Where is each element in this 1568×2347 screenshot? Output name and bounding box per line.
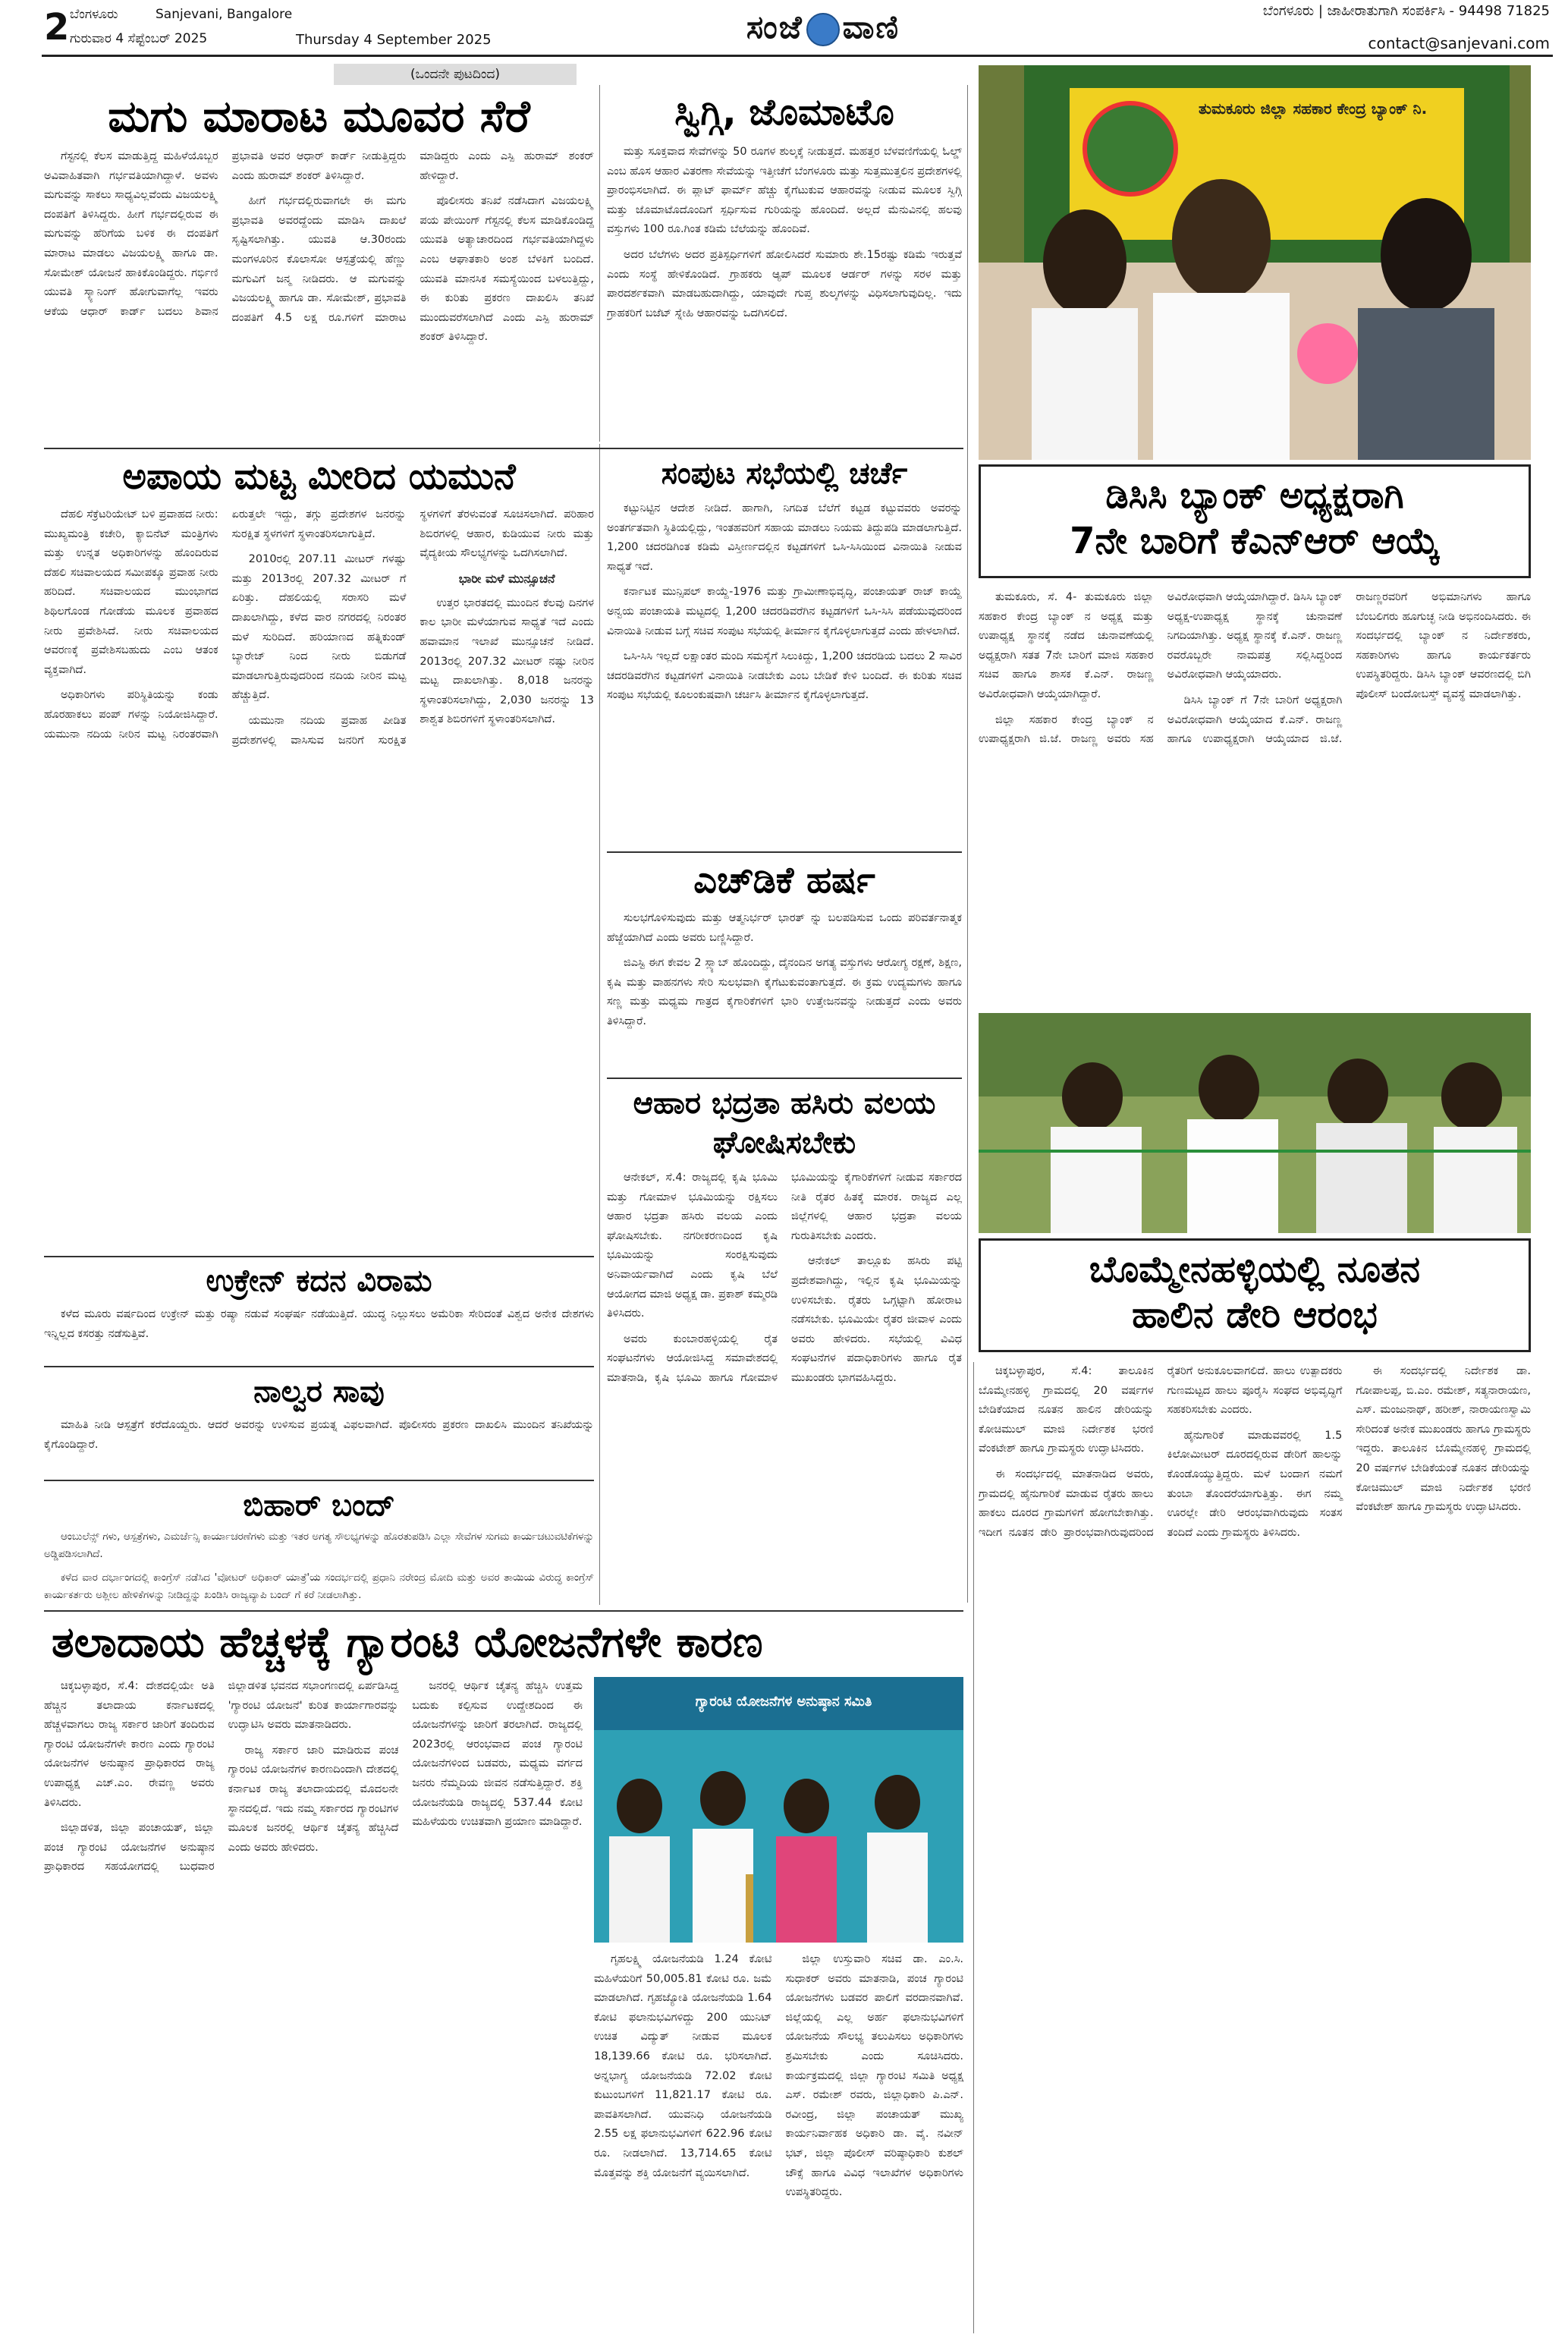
paragraph: ಯಮುನಾ ನದಿಯ ಪ್ರವಾಹ ಪೀಡಿತ ಪ್ರದೇಶಗಳಲ್ಲಿ ವಾಸಿಸುವ ಜನರಿಗೆ ಸುರಕ್ಷಿತ ಸ್ಥಳಗಳಿಗೆ ತೆರಳುವಂತೆ ಸೂಚಿಸಲಾಗಿದೆ. ಪರಿಹಾರ ಶಿಬಿರಗಳಲ್ಲಿ ಆಹಾರ, ಕುಡಿಯುವ ನೀರು ಮತ್ತು ವೈದ್ಯಕೀಯ ಸೌಲಭ್ಯಗಳನ್ನು ಒದಗಿಸಲಾಗಿದೆ. bbox=[231, 508, 594, 747]
headline-line2: ಹಾಲಿನ ಡೇರಿ ಆರಂಭ bbox=[1132, 1294, 1378, 1336]
paragraph: ಮತ್ತು ಸೂಕ್ತವಾದ ಸೇವೆಗಳನ್ನು 50 ರೂಗಳ ಶುಲ್ಕಕ್ಕೆ ನೀಡುತ್ತದೆ. ಮಹತ್ತರ ಬೆಳವಣಿಗೆಯಲ್ಲಿ ಓಲ್ಡ್ ಎಂಬ ಹೊಸ ಆಹಾರ ವಿತರಣಾ ಸೇವೆಯನ್ನು ಇತ್ತೀಚೆಗೆ ಬೆಂಗಳೂರು ಮತ್ತು ಸುತ್ತಮುತ್ತಲಿನ ಪ್ರದೇಶಗಳಲ್ಲಿ ಪ್ರಾರಂಭಿಸಲಾಗಿದೆ. ಈ ಪ್ಲಾಟ್ ಫಾರ್ಮ್ ಹೆಚ್ಚು ಕೈಗೆಟುಕುವ ಆಹಾರವನ್ನು ನೀಡುವ ಮೂಲಕ ಸ್ವಿಗ್ಗಿ ಮತ್ತು ಜೊಮಾಟೊದೊಂದಿಗೆ ಸ್ಪರ್ಧಿಸುವ ಗುರಿಯನ್ನು ಹೊಂದಿದೆ. ಅಲ್ಲದೆ ಮೆನುವಿನಲ್ಲಿ ಹಲವು ವಸ್ತುಗಳು 100 ರೂ.ಗಿಂತ ಕಡಿಮೆ ಬೆಲೆಯನ್ನು ಹೊಂದಿವೆ. bbox=[607, 146, 962, 236]
article-child-sale bbox=[44, 90, 594, 442]
headline-box bbox=[979, 464, 1531, 578]
paragraph: ಕಳೆದ ವಾರ ದರ್ಭಾಂಗದಲ್ಲಿ ಕಾಂಗ್ರೆಸ್ ನಡೆಸಿದ 'ವೋಟರ್ ಅಧಿಕಾರ್ ಯಾತ್ರೆ'ಯ ಸಂದರ್ಭದಲ್ಲಿ ಪ್ರಧಾನಿ ನರೇಂದ್ರ ಮೋದಿ ಮತ್ತು ಅವರ ತಾಯಿಯ ವಿರುದ್ಧ ಕಾಂಗ್ರೆಸ್ ಕಾರ್ಯಕರ್ತರು ಅಶ್ಲೀಲ ಹೇಳಿಕೆಗಳನ್ನು ನೀಡಿದ್ದನ್ನು ಖಂಡಿಸಿ ರಾಜ್ಯವ್ಯಾಪಿ ಬಂದ್ ಗೆ ಕರೆ ನೀಡಲಾಗಿತ್ತು. bbox=[44, 1571, 594, 1601]
headline: ಆಹಾರ ಭದ್ರತಾ ಹಸಿರು ವಲಯ ಘೋಷಿಸಬೇಕು bbox=[633, 1086, 936, 1160]
photo-dairy-svg bbox=[979, 1013, 1531, 1233]
paragraph: ಈ ಸಂದರ್ಭದಲ್ಲಿ ಮಾತನಾಡಿದ ಅವರು, ಗ್ರಾಮದಲ್ಲಿ ಹೈನುಗಾರಿಕೆ ಮಾಡುವ ರೈತರು ಹಾಲು ಹಾಕಲು ದೂರದ ಗ್ರಾಮಗಳಿಗೆ ಹೋಗಬೇಕಾಗಿತ್ತು. ಇದೀಗ ನೂತನ ಡೇರಿ ಪ್ರಾರಂಭವಾಗಿರುವುದರಿಂದ ರೈತರಿಗೆ ಅನುಕೂಲವಾಗಲಿದೆ. ಹಾಲು ಉತ್ಪಾದಕರು ಗುಣಮಟ್ಟದ ಹಾಲು ಪೂರೈಸಿ ಸಂಘದ ಅಭಿವೃದ್ಧಿಗೆ ಸಹಕರಿಸಬೇಕು ಎಂದರು. bbox=[979, 1365, 1343, 1539]
article-hdk bbox=[607, 857, 962, 1074]
article-body bbox=[44, 505, 594, 1245]
article-body bbox=[607, 499, 962, 841]
paragraph: ಚಿಕ್ಕಬಳ್ಳಾಪುರ, ಸೆ.4: ದೇಶದಲ್ಲಿಯೇ ಅತಿ ಹೆಚ್ಚಿನ ತಲಾದಾಯ ಕರ್ನಾಟಕದಲ್ಲಿ ಹೆಚ್ಚಳವಾಗಲು ರಾಜ್ಯ ಸರ್ಕಾರ ಜಾರಿಗೆ ತಂದಿರುವ ಗ್ಯಾರಂಟಿ ಯೋಜನೆಗಳೇ ಕಾರಣ ಎಂದು ಗ್ಯಾರಂಟಿ ಯೋಜನೆಗಳ ಅನುಷ್ಠಾನ ಪ್ರಾಧಿಕಾರದ ರಾಜ್ಯ ಉಪಾಧ್ಯಕ್ಷ ಎಚ್.ಎಂ. ರೇವಣ್ಣ ಅವರು ತಿಳಿಸಿದರು. bbox=[44, 1680, 215, 1809]
headline: ಎಚ್‍ಡಿಕೆ ಹರ್ಷ bbox=[693, 859, 875, 901]
paragraph: ಮಾಹಿತಿ ನೀಡಿ ಆಸ್ಪತ್ರೆಗೆ ಕರೆದೊಯ್ದರು. ಆದರೆ ಅವರನ್ನು ಉಳಿಸುವ ಪ್ರಯತ್ನ ವಿಫಲವಾಗಿದೆ. ಪೊಲೀಸರು ಪ್ರಕರಣ ದಾಖಲಿಸಿ ಮುಂದಿನ ತನಿಖೆಯನ್ನು ಕೈಗೊಂಡಿದ್ದಾರೆ. bbox=[44, 1419, 594, 1451]
globe-icon bbox=[806, 13, 840, 46]
email: contact@sanjevani.com bbox=[1368, 34, 1550, 52]
photo-guarantee-svg bbox=[594, 1677, 963, 1943]
paragraph: ಉತ್ತರ ಭಾರತದಲ್ಲಿ ಮುಂದಿನ ಕೆಲವು ದಿನಗಳ ಕಾಲ ಭಾರೀ ಮಳೆಯಾಗುವ ಸಾಧ್ಯತೆ ಇದೆ ಎಂದು ಹವಾಮಾನ ಇಲಾಖೆ ಮುನ್ಸೂಚನೆ ನೀಡಿದೆ. 2013ರಲ್ಲಿ 207.32 ಮೀಟರ್ ನಷ್ಟು ನೀರಿನ ಮಟ್ಟ ದಾಖಲಾಗಿತ್ತು. 8,018 ಜನರನ್ನು ಸ್ಥಳಾಂತರಿಸಲಾಗಿದ್ದು, 2,030 ಜನರನ್ನು 13 ಶಾಶ್ವತ ಶಿಬಿರಗಳಿಗೆ ಸ್ಥಳಾಂತರಿಸಲಾಗಿದೆ. bbox=[419, 596, 594, 726]
paragraph: ಅವರು ಕುಂಬಾರಹಳ್ಳಿಯಲ್ಲಿ ರೈತ ಸಂಘಟನೆಗಳು ಆಯೋಜಿಸಿದ್ದ ಸಮಾವೇಶದಲ್ಲಿ ಮಾತನಾಡಿ, ಕೃಷಿ ಭೂಮಿ ಹಾಗೂ ಗೋಮಾಳ ಭೂಮಿಯನ್ನು ಕೈಗಾರಿಕೆಗಳಿಗೆ ನೀಡುವ ಸರ್ಕಾರದ ನೀತಿ ರೈತರ ಹಿತಕ್ಕೆ ಮಾರಕ. ರಾಜ್ಯದ ಎಲ್ಲ ಜಿಲ್ಲೆಗಳಲ್ಲಿ ಆಹಾರ ಭದ್ರತಾ ವಲಯ ಗುರುತಿಸಬೇಕು ಎಂದರು. bbox=[607, 1172, 962, 1384]
article-body bbox=[44, 147, 594, 439]
paragraph: ಗೃಹಲಕ್ಷ್ಮಿ ಯೋಜನೆಯಡಿ 1.24 ಕೋಟಿ ಮಹಿಳೆಯರಿಗೆ 50,005.81 ಕೋಟಿ ರೂ. ಜಮೆ ಮಾಡಲಾಗಿದೆ. ಗೃಹಜ್ಯೋತಿ ಯೋಜನೆಯಡಿ 1.64 ಕೋಟಿ ಫಲಾನುಭವಿಗಳಿದ್ದು 200 ಯುನಿಟ್ ಉಚಿತ ವಿದ್ಯುತ್ ನೀಡುವ ಮೂಲಕ 18,139.66 ಕೋಟಿ ರೂ. ಭರಿಸಲಾಗಿದೆ. ಅನ್ನಭಾಗ್ಯ ಯೋಜನೆಯಡಿ 72.02 ಕೋಟಿ ಕುಟುಂಬಗಳಿಗೆ 11,821.17 ಕೋಟಿ ರೂ. ಪಾವತಿಸಲಾಗಿದೆ. ಯುವನಿಧಿ ಯೋಜನೆಯಡಿ 2.55 ಲಕ್ಷ ಫಲಾನುಭವಿಗಳಿಗೆ 622.96 ಕೋಟಿ ರೂ. ನೀಡಲಾಗಿದೆ. 13,714.65 ಕೋಟಿ ಮೊತ್ತವನ್ನು ಶಕ್ತಿ ಯೋಜನೆಗೆ ವ್ಯಯಿಸಲಾಗಿದೆ. bbox=[594, 1953, 772, 2179]
paragraph: ಅಧಿಕಾರಿಗಳು ಪರಿಸ್ಥಿತಿಯನ್ನು ಕಂಡು ಹೊರಹಾಕಲು ಪಂಪ್ ಗಳನ್ನು ನಿಯೋಜಿಸಿದ್ದಾರೆ. ಯಮುನಾ ನದಿಯ ನೀರಿನ ಮಟ್ಟ ನಿರಂತರವಾಗಿ ಏರುತ್ತಲೇ ಇದ್ದು, ತಗ್ಗು ಪ್ರದೇಶಗಳ ಜನರನ್ನು ಸುರಕ್ಷಿತ ಸ್ಥಳಗಳಿಗೆ ಸ್ಥಳಾಂತರಿಸಲಾಗುತ್ತಿದೆ. bbox=[44, 508, 407, 741]
headline: ಸಂಪುಟ ಸಭೆಯಲ್ಲಿ ಚರ್ಚೆ bbox=[661, 456, 908, 491]
ad-contact: ಬೆಂಗಳೂರು | ಜಾಹೀರಾತುಗಾಗಿ ಸಂಪರ್ಕಿಸಿ - 94498 71825 bbox=[1262, 3, 1550, 19]
paragraph: ಪೊಲೀಸರು ತನಿಖೆ ನಡೆಸಿದಾಗ ವಿಜಯಲಕ್ಷ್ಮಿ ಪಯ ಪೇಯಿಂಗ್ ಗೆಸ್ಟನಲ್ಲಿ ಕೆಲಸ ಮಾಡಿಕೊಂಡಿದ್ದ ಯುವತಿ ಅತ್ಯಾಚಾರದಿಂದ ಗರ್ಭವತಿಯಾಗಿದ್ದಳು ಎಂಬ ಆಘಾತಕಾರಿ ಅಂಶ ಬೆಳಕಿಗೆ ಬಂದಿದೆ. ಯುವತಿ ಮಾನಸಿಕ ಸಮಸ್ಯೆಯಿಂದ ಬಳಲುತ್ತಿದ್ದು, ಈ ಕುರಿತು ಪ್ರಕರಣ ದಾಖಲಿಸಿ ತನಿಖೆ ಮುಂದುವರೆಸಲಾಗಿದೆ ಎಂದು ಎಸ್ಪಿ ಹುರಾಮ್ ಶಂಕರ್ ತಿಳಿಸಿದ್ದಾರೆ. bbox=[419, 195, 594, 344]
paragraph: ಜಿಲ್ಲಾ ಉಸ್ತುವಾರಿ ಸಚಿವ ಡಾ. ಎಂ.ಸಿ. ಸುಧಾಕರ್ ಅವರು ಮಾತನಾಡಿ, ಪಂಚ ಗ್ಯಾರಂಟಿ ಯೋಜನೆಗಳು ಬಡವರ ಪಾಲಿಗೆ ವರದಾನವಾಗಿವೆ. ಜಿಲ್ಲೆಯಲ್ಲಿ ಎಲ್ಲ ಅರ್ಹ ಫಲಾನುಭವಿಗಳಿಗೆ ಯೋಜನೆಯ ಸೌಲಭ್ಯ ತಲುಪಿಸಲು ಅಧಿಕಾರಿಗಳು ಶ್ರಮಿಸಬೇಕು ಎಂದು ಸೂಚಿಸಿದರು. ಕಾರ್ಯಕ್ರಮದಲ್ಲಿ ಜಿಲ್ಲಾ ಗ್ಯಾರಂಟಿ ಸಮಿತಿ ಅಧ್ಯಕ್ಷ ಎಸ್. ರಮೇಶ್ ರವರು, ಜಿಲ್ಲಾಧಿಕಾರಿ ಪಿ.ಎನ್. ರವೀಂದ್ರ, ಜಿಲ್ಲಾ ಪಂಚಾಯತ್ ಮುಖ್ಯ ಕಾರ್ಯನಿರ್ವಾಹಕ ಅಧಿಕಾರಿ ಡಾ. ವೈ. ನವೀನ್ ಭಟ್, ಜಿಲ್ಲಾ ಪೊಲೀಸ್ ವರಿಷ್ಠಾಧಿಕಾರಿ ಕುಶಲ್ ಚೌಕ್ಸೆ ಹಾಗೂ ವಿವಿಧ ಇಲಾಖೆಗಳ ಅಧಿಕಾರಿಗಳು ಉಪಸ್ಥಿತರಿದ್ದರು. bbox=[785, 1953, 963, 2199]
paragraph: ಆನೇಕಲ್, ಸೆ.4: ರಾಜ್ಯದಲ್ಲಿ ಕೃಷಿ ಭೂಮಿ ಮತ್ತು ಗೋಮಾಳ ಭೂಮಿಯನ್ನು ರಕ್ಷಿಸಲು ಆಹಾರ ಭದ್ರತಾ ಹಸಿರು ವಲಯ ಎಂದು ಘೋಷಿಸಬೇಕು. ನಗರೀಕರಣದಿಂದ ಕೃಷಿ ಭೂಮಿಯನ್ನು ಸಂರಕ್ಷಿಸುವುದು ಅನಿವಾರ್ಯವಾಗಿದೆ ಎಂದು ಕೃಷಿ ಬೆಲೆ ಆಯೋಗದ ಮಾಜಿ ಅಧ್ಯಕ್ಷ ಡಾ. ಪ್ರಕಾಶ್ ಕಮ್ಮರಡಿ ತಿಳಿಸಿದರು. bbox=[607, 1172, 778, 1320]
masthead-right: ವಾಣಿ bbox=[842, 8, 900, 46]
article-body bbox=[607, 909, 962, 1068]
article-body bbox=[607, 143, 962, 435]
header-date-kn: ಗುರುವಾರ 4 ಸೆಪ್ಟೆಂಬರ್ 2025 bbox=[70, 31, 208, 46]
paragraph: ಹೀಗೆ ಗರ್ಭದಲ್ಲಿರುವಾಗಲೇ ಈ ಮಗು ಪ್ರಭಾವತಿ ಅವರದ್ದೆಂದು ಮಾಡಿಸಿ ದಾಖಲೆ ಸೃಷ್ಟಿಸಲಾಗಿತ್ತು. ಯುವತಿ ಆ.30ರಂದು ಮಂಗಳೂರಿನ ಕೊಲಾಸೋ ಆಸ್ಪತ್ರೆಯಲ್ಲಿ ಹೆಣ್ಣು ಮಗುವಿಗೆ ಜನ್ಮ ನೀಡಿದರು. ಆ ಮಗುವನ್ನು ವಿಜಯಲಕ್ಷ್ಮಿ ಹಾಗೂ ಡಾ. ಸೋಮೇಶ್, ಪ್ರಭಾವತಿ ದಂಪತಿಗೆ 4.5 ಲಕ್ಷ ರೂ.ಗಳಿಗೆ ಮಾರಾಟ ಮಾಡಿದ್ದರು ಎಂದು ಎಸ್ಪಿ ಹುರಾಮ್ ಶಂಕರ್ ಹೇಳಿದ್ದಾರೆ. bbox=[231, 150, 594, 324]
paragraph: ಚಿಕ್ಕಬಳ್ಳಾಪುರ, ಸೆ.4: ತಾಲೂಕಿನ ಬೊಮ್ಮೇನಹಳ್ಳಿ ಗ್ರಾಮದಲ್ಲಿ 20 ವರ್ಷಗಳ ಬೇಡಿಕೆಯಾದ ನೂತನ ಹಾಲಿನ ಡೇರಿಯನ್ನು ಕೋಚಿಮುಲ್ ಮಾಜಿ ನಿರ್ದೇಶಕ ಭರಣಿ ವೆಂಕಟೇಶ್ ಹಾಗೂ ಗ್ರಾಮಸ್ಥರು ಉದ್ಘಾಟಿಸಿದರು. bbox=[979, 1365, 1154, 1455]
article-yamuna bbox=[44, 454, 594, 1251]
headline-line1: ಡಿಸಿಸಿ ಬ್ಯಾಂಕ್ ಅಧ್ಯಕ್ಷರಾಗಿ bbox=[1105, 474, 1404, 517]
article-body-cont bbox=[594, 1950, 963, 2330]
paragraph: ರಾಜ್ಯ ಸರ್ಕಾರ ಜಾರಿ ಮಾಡಿರುವ ಪಂಚ ಗ್ಯಾರಂಟಿ ಯೋಜನೆಗಳ ಕಾರಣದಿಂದಾಗಿ ದೇಶದಲ್ಲಿ ಕರ್ನಾಟಕ ರಾಜ್ಯ ತಲಾದಾಯದಲ್ಲಿ ಮೊದಲನೇ ಸ್ಥಾನದಲ್ಲಿದೆ. ಇದು ನಮ್ಮ ಸರ್ಕಾರದ ಗ್ಯಾರಂಟಿಗಳ ಮೂಲಕ ಜನರಲ್ಲಿ ಆರ್ಥಿಕ ಚೈತನ್ಯ ಹೆಚ್ಚಿಸಿದೆ ಎಂದು ಅವರು ಹೇಳಿದರು. bbox=[228, 1744, 399, 1854]
masthead bbox=[698, 5, 948, 50]
masthead-left: ಸಂಜೆ bbox=[746, 8, 803, 46]
headline-line2: 7ನೇ ಬಾರಿಗೆ ಕೆಎನ್‍ಆರ್ ಆಯ್ಕೆ bbox=[1070, 520, 1440, 562]
paragraph: ತುಮಕೂರು, ಸೆ. 4- ತುಮಕೂರು ಜಿಲ್ಲಾ ಸಹಕಾರ ಕೇಂದ್ರ ಬ್ಯಾಂಕ್ ನ ಅಧ್ಯಕ್ಷ ಮತ್ತು ಉಪಾಧ್ಯಕ್ಷ ಸ್ಥಾನಕ್ಕೆ ನಡೆದ ಚುನಾವಣೆಯಲ್ಲಿ ಅಧ್ಯಕ್ಷರಾಗಿ ಸತತ 7ನೇ ಬಾರಿಗೆ ಮಾಜಿ ಸಹಕಾರ ಸಚಿವ ಹಾಗೂ ಶಾಸಕ ಕೆ.ಎನ್. ರಾಜಣ್ಣ ಅವಿರೋಧವಾಗಿ ಆಯ್ಕೆಯಾಗಿದ್ದಾರೆ. bbox=[979, 591, 1154, 700]
article-body-dcc bbox=[979, 588, 1531, 1005]
article-body bbox=[44, 1528, 594, 1606]
paragraph: ಕಟ್ಟುನಿಟ್ಟಿನ ಆದೇಶ ನೀಡಿದೆ. ಹಾಗಾಗಿ, ನಿಗದಿತ ಬೆಲೆಗೆ ಕಟ್ಟಡ ಕಟ್ಟುವವರು ಅವರನ್ನು ಅಂತರ್ಗತವಾಗಿ ಸ್ಥಿತಿಯಲ್ಲಿದ್ದು, ಇಂತಹವರಿಗೆ ಸಹಾಯ ಮಾಡಲು ನಿಯಮ ತಿದ್ದುಪಡಿ ಮಾಡಲಾಗುತ್ತಿದೆ. 1,200 ಚದರಡಿಗಿಂತ ಕಡಿಮೆ ವಿಸ್ತೀರ್ಣದಲ್ಲಿನ ಕಟ್ಟಡಗಳಿಗೆ ಒಸಿ-ಸಿಸಿಯಿಂದ ವಿನಾಯಿತಿ ನೀಡುವ ಸಾಧ್ಯತೆ ಇದೆ. bbox=[607, 502, 962, 573]
headline: ಮಗು ಮಾರಾಟ ಮೂವರ ಸೆರೆ bbox=[108, 90, 530, 142]
subheading: ಭಾರೀ ಮಳೆ ಮುನ್ಸೂಚನೆ bbox=[458, 571, 555, 586]
headline: ತಲಾದಾಯ ಹೆಚ್ಚಳಕ್ಕೆ ಗ್ಯಾರಂಟಿ ಯೋಜನೆಗಳೇ ಕಾರಣ bbox=[52, 1618, 763, 1667]
photo-caption: ತುಮಕೂರು ಜಿಲ್ಲಾ ಸಹಕಾರ ಕೇಂದ್ರ ಬ್ಯಾಂಕ್ ನಿ. bbox=[1199, 99, 1428, 118]
photo-guarantee-event bbox=[594, 1677, 963, 1943]
paragraph: 2010ರಲ್ಲಿ 207.11 ಮೀಟರ್ ಗಳಷ್ಟು ಮತ್ತು 2013ರಲ್ಲಿ 207.32 ಮೀಟರ್ ಗೆ ಏರಿತ್ತು. ದೆಹಲಿಯಲ್ಲಿ ಸರಾಸರಿ ಮಳೆ ದಾಖಲಾಗಿದ್ದು, ಕಳೆದ ವಾರ ನಗರದಲ್ಲಿ ನಿರಂತರ ಮಳೆ ಸುರಿದಿದೆ. ಹರಿಯಾಣದ ಹತ್ನಿಕುಂಡ್ ಬ್ಯಾರೇಜ್ ನಿಂದ ನೀರು ಬಿಡುಗಡೆ ಮಾಡಲಾಗುತ್ತಿರುವುದರಿಂದ ನದಿಯ ನೀರಿನ ಮಟ್ಟ ಹೆಚ್ಚುತ್ತಿದೆ. bbox=[231, 553, 407, 702]
header-edition: Sanjevani, Bangalore bbox=[156, 7, 293, 22]
paragraph: ಜನರಲ್ಲಿ ಆರ್ಥಿಕ ಚೈತನ್ಯ ಹೆಚ್ಚಿಸಿ ಉತ್ತಮ ಬದುಕು ಕಲ್ಪಿಸುವ ಉದ್ದೇಶದಿಂದ ಈ ಯೋಜನೆಗಳನ್ನು ಜಾರಿಗೆ ತರಲಾಗಿದೆ. ರಾಜ್ಯದಲ್ಲಿ 2023ರಲ್ಲಿ ಆರಂಭವಾದ ಪಂಚ ಗ್ಯಾರಂಟಿ ಯೋಜನೆಗಳಿಂದ ಬಡವರು, ಮಧ್ಯಮ ವರ್ಗದ ಜನರು ನೆಮ್ಮದಿಯ ಜೀವನ ನಡೆಸುತ್ತಿದ್ದಾರೆ. ಶಕ್ತಿ ಯೋಜನೆಯಡಿ ರಾಜ್ಯದಲ್ಲಿ 537.44 ಕೋಟಿ ಮಹಿಳೆಯರು ಉಚಿತವಾಗಿ ಪ್ರಯಾಣ ಮಾಡಿದ್ದಾರೆ. bbox=[412, 1680, 583, 1829]
paragraph: ಅದರ ಬೆಲೆಗಳು ಅದರ ಪ್ರತಿಸ್ಪರ್ಧಿಗಳಿಗೆ ಹೋಲಿಸಿದರೆ ಸುಮಾರು ಶೇ.15ರಷ್ಟು ಕಡಿಮೆ ಇರುತ್ತವೆ ಎಂದು ಸಂಸ್ಥೆ ಹೇಳಿಕೊಂಡಿದೆ. ಗ್ರಾಹಕರು ಆ್ಯಪ್ ಮೂಲಕ ಆರ್ಡರ್ ಗಳನ್ನು ಸರಳ ಮತ್ತು ಪಾರದರ್ಶಕವಾಗಿ ಮಾಡಬಹುದಾಗಿದ್ದು, ಯಾವುದೇ ಗುಪ್ತ ಶುಲ್ಕಗಳನ್ನು ವಿಧಿಸಲಾಗುವುದಿಲ್ಲ. ಇದು ಗ್ರಾಹಕರಿಗೆ ಬಜೆಟ್ ಸ್ನೇಹಿ ಆಹಾರವನ್ನು ಒದಗಿಸಲಿದೆ. bbox=[607, 248, 962, 319]
article-swiggy-zomato bbox=[607, 90, 962, 442]
headline: ಅಪಾಯ ಮಟ್ಟ ಮೀರಿದ ಯಮುನೆ bbox=[122, 455, 516, 498]
article-body bbox=[44, 1677, 583, 2330]
headline: ಬಿಹಾರ್ ಬಂದ್ bbox=[243, 1488, 395, 1523]
page-number: 2 bbox=[44, 6, 70, 49]
paragraph: ಸುಲಭಗೊಳಿಸುವುದು ಮತ್ತು ಆತ್ಮನಿರ್ಭರ್ ಭಾರತ್ ನ್ನು ಬಲಪಡಿಸುವ ಒಂದು ಪರಿವರ್ತನಾತ್ಮಕ ಹೆಜ್ಜೆಯಾಗಿದೆ ಎಂದು ಅವರು ಬಣ್ಣಿಸಿದ್ದಾರೆ. bbox=[607, 912, 962, 944]
paragraph: ಜಿಲ್ಲಾ ಸಹಕಾರ ಕೇಂದ್ರ ಬ್ಯಾಂಕ್ ನ ಉಪಾಧ್ಯಕ್ಷರಾಗಿ ಜಿ.ಜೆ. ರಾಜಣ್ಣ ಅವರು ಸಹ ಅವಿರೋಧವಾಗಿ ಆಯ್ಕೆಯಾಗಿದ್ದಾರೆ. ಡಿಸಿಸಿ ಬ್ಯಾಂಕ್ ಅಧ್ಯಕ್ಷ-ಉಪಾಧ್ಯಕ್ಷ ಸ್ಥಾನಕ್ಕೆ ಚುನಾವಣೆ ನಿಗದಿಯಾಗಿತ್ತು. ಅಧ್ಯಕ್ಷ ಸ್ಥಾನಕ್ಕೆ ಕೆ.ಎನ್. ರಾಜಣ್ಣ ರವರೊಬ್ಬರೇ ನಾಮಪತ್ರ ಸಲ್ಲಿಸಿದ್ದರಿಂದ ಅವಿರೋಧವಾಗಿ ಆಯ್ಕೆಯಾದರು. bbox=[979, 591, 1343, 746]
article-body bbox=[44, 1305, 594, 1358]
photo-dcc-bank bbox=[979, 65, 1531, 460]
paragraph: ಕರ್ನಾಟಕ ಮುನ್ಸಿಪಲ್ ಕಾಯ್ದೆ-1976 ಮತ್ತು ಗ್ರಾಮೀಣಾಭಿವೃದ್ಧಿ, ಪಂಚಾಯತ್ ರಾಜ್ ಕಾಯ್ದೆ ಅನ್ವಯ ಪಂಚಾಯತಿ ಮಟ್ಟದಲ್ಲಿ 1,200 ಚದರಡಿವರೆಗಿನ ಕಟ್ಟಡಗಳಿಗೆ ಒಸಿ-ಸಿಸಿ ಪಡೆಯುವುದರಿಂದ ವಿನಾಯಿತಿ ನೀಡುವ ಬಗ್ಗೆ ಸಚಿವ ಸಂಪುಟ ಸಭೆಯಲ್ಲಿ ತೀರ್ಮಾನ ಕೈಗೊಳ್ಳಲಾಗುತ್ತದೆ ಎಂದು ಹೇಳಲಾಗಿದೆ. bbox=[607, 586, 962, 637]
article-bihar-bandh bbox=[44, 1486, 594, 1607]
headline: ಸ್ವಿಗ್ಗಿ, ಜೊಮಾಟೊ bbox=[674, 91, 894, 134]
header-right bbox=[1263, 3, 1550, 52]
paragraph: ಈ ಸಂದರ್ಭದಲ್ಲಿ ನಿರ್ದೇಶಕ ಡಾ. ಗೋಪಾಲಪ್ಪ, ಬಿ.ಎಂ. ರಮೇಶ್, ಸತ್ಯನಾರಾಯಣ, ಎಸ್. ಮಂಜುನಾಥ್, ಹರೀಶ್, ನಾರಾಯಣಸ್ವಾಮಿ ಸೇರಿದಂತೆ ಅನೇಕ ಮುಖಂಡರು ಹಾಗೂ ಗ್ರಾಮಸ್ಥರು ಇದ್ದರು. ತಾಲೂಕಿನ ಬೊಮ್ಮೇನಹಳ್ಳಿ ಗ್ರಾಮದಲ್ಲಿ 20 ವರ್ಷಗಳ ಬೇಡಿಕೆಯಂತೆ ನೂತನ ಡೇರಿಯನ್ನು ಕೋಚಿಮುಲ್ ಮಾಜಿ ನಿರ್ದೇಶಕ ಭರಣಿ ವೆಂಕಟೇಶ್ ಹಾಗೂ ಗ್ರಾಮಸ್ಥರು ಉದ್ಘಾಟಿಸಿದರು. bbox=[1356, 1365, 1531, 1514]
header-date-en: Thursday 4 September 2025 bbox=[296, 32, 492, 48]
paragraph: ಹೈನುಗಾರಿಕೆ ಮಾಡುವವರಲ್ಲಿ 1.5 ಕಿಲೋಮೀಟರ್ ದೂರದಲ್ಲಿರುವ ಡೇರಿಗೆ ಹಾಲನ್ನು ಕೊಂಡೊಯ್ಯುತ್ತಿದ್ದರು. ಮಳೆ ಬಂದಾಗ ನಮಗೆ ತುಂಬಾ ತೊಂದರೆಯಾಗುತ್ತಿತ್ತು. ಈಗ ನಮ್ಮ ಊರಲ್ಲೇ ಡೇರಿ ಆರಂಭವಾಗಿರುವುದು ಸಂತಸ ತಂದಿದೆ ಎಂದು ಗ್ರಾಮಸ್ಥರು ತಿಳಿಸಿದರು. bbox=[1167, 1429, 1343, 1539]
article-cabinet bbox=[607, 454, 962, 848]
headline-line1: ಬೊಮ್ಮೇನಹಳ್ಳಿಯಲ್ಲಿ ನೂತನ bbox=[1089, 1248, 1421, 1291]
paragraph: ಕಳೆದ ಮೂರು ವರ್ಷದಿಂದ ಉಕ್ರೇನ್ ಮತ್ತು ರಷ್ಯಾ ನಡುವೆ ಸಂಘರ್ಷ ನಡೆಯುತ್ತಿದೆ. ಯುದ್ಧ ನಿಲ್ಲುಸಲು ಅಮೆರಿಕಾ ಸೇರಿದಂತೆ ವಿಶ್ವದ ಅನೇಕ ದೇಶಗಳು ಇನ್ನಿಲ್ಲದ ಕಸರತ್ತು ನಡೆಸುತ್ತಿವೆ. bbox=[44, 1308, 594, 1340]
article-ukraine bbox=[44, 1261, 594, 1360]
headline-box bbox=[979, 1238, 1531, 1352]
headline: ನಾಲ್ವರ ಸಾವು bbox=[253, 1374, 385, 1409]
article-body bbox=[44, 1416, 594, 1473]
header-city: ಬೆಂಗಳೂರು bbox=[70, 7, 118, 22]
continuation-label: (ಒಂದನೇ ಪುಟದಿಂದ) bbox=[334, 64, 577, 85]
paragraph: ಡಿಸಿಸಿ ಬ್ಯಾಂಕ್ ಗೆ 7ನೇ ಬಾರಿಗೆ ಅಧ್ಯಕ್ಷರಾಗಿ ಅವಿರೋಧವಾಗಿ ಆಯ್ಕೆಯಾದ ಕೆ.ಎನ್. ರಾಜಣ್ಣ ಹಾಗೂ ಉಪಾಧ್ಯಕ್ಷರಾಗಿ ಆಯ್ಕೆಯಾದ ಜಿ.ಜೆ. ರಾಜಣ್ಣರವರಿಗೆ ಅಭಿಮಾನಿಗಳು ಹಾಗೂ ಬೆಂಬಲಿಗರು ಹೂಗುಚ್ಛ ನೀಡಿ ಅಭಿನಂದಿಸಿದರು. ಈ ಸಂದರ್ಭದಲ್ಲಿ ಬ್ಯಾಂಕ್ ನ ನಿರ್ದೇಶಕರು, ಸಹಕಾರಿಗಳು ಹಾಗೂ ಕಾರ್ಯಕರ್ತರು ಉಪಸ್ಥಿತರಿದ್ದರು. ಡಿಸಿಸಿ ಬ್ಯಾಂಕ್ ಆವರಣದಲ್ಲಿ ಬಿಗಿ ಪೊಲೀಸ್ ಬಂದೋಬಸ್ತ್ ವ್ಯವಸ್ಥೆ ಮಾಡಲಾಗಿತ್ತು. bbox=[1167, 591, 1531, 746]
article-guarantee bbox=[44, 1616, 963, 2333]
article-body bbox=[607, 1169, 962, 1601]
paragraph: ಜಿಲ್ಲಾಡಳಿತ, ಜಿಲ್ಲಾ ಪಂಚಾಯತ್, ಜಿಲ್ಲಾ ಪಂಚ ಗ್ಯಾರಂಟಿ ಯೋಜನೆಗಳ ಅನುಷ್ಠಾನ ಪ್ರಾಧಿಕಾರದ ಸಹಯೋಗದಲ್ಲಿ ಬುಧವಾರ ಜಿಲ್ಲಾಡಳಿತ ಭವನದ ಸಭಾಂಗಣದಲ್ಲಿ ಏರ್ಪಡಿಸಿದ್ದ 'ಗ್ಯಾರಂಟಿ ಯೋಜನೆ' ಕುರಿತ ಕಾರ್ಯಾಗಾರವನ್ನು ಉದ್ಘಾಟಿಸಿ ಅವರು ಮಾತನಾಡಿದರು. bbox=[44, 1680, 399, 1874]
paragraph: ಜಿಎಸ್ಟಿ ಈಗ ಕೇವಲ 2 ಸ್ಲ್ಯಾಬ್ ಹೊಂದಿದ್ದು, ದೈನಂದಿನ ಅಗತ್ಯ ವಸ್ತುಗಳು ಆರೋಗ್ಯ ರಕ್ಷಣೆ, ಶಿಕ್ಷಣ, ಕೃಷಿ ಮತ್ತು ವಾಹನಗಳು ಸೇರಿ ಸುಲಭವಾಗಿ ಕೈಗೆಟುಕುವಂತಾಗುತ್ತದೆ. ಈ ಕ್ರಮ ಉದ್ಯಮಗಳು ಹಾಗೂ ಸಣ್ಣ ಮತ್ತು ಮಧ್ಯಮ ಗಾತ್ರದ ಕೈಗಾರಿಕೆಗಳಿಗೆ ಭಾರಿ ಉತ್ತೇಜನವನ್ನು ನೀಡುತ್ತದೆ ಎಂದು ಅವರು ತಿಳಿಸಿದ್ದಾರೆ. bbox=[607, 957, 962, 1027]
article-four-deaths bbox=[44, 1372, 594, 1474]
paragraph: ದೆಹಲಿ ಸೆಕ್ರೆಟರಿಯೇಟ್ ಬಳಿ ಪ್ರವಾಹದ ನೀರು: ಮುಖ್ಯಮಂತ್ರಿ ಕಚೇರಿ, ಕ್ಯಾಬಿನೆಟ್ ಮಂತ್ರಿಗಳು ಮತ್ತು ಉನ್ನತ ಅಧಿಕಾರಿಗಳನ್ನು ಹೊಂದಿರುವ ದೆಹಲಿ ಸಚಿವಾಲಯದ ಸಮೀಪಕ್ಕೂ ಪ್ರವಾಹ ನೀರು ಹರಿದಿದೆ. ಸಚಿವಾಲಯದ ಮುಂಭಾಗದ ಶಿಥಿಲಗೊಂಡ ಗೋಡೆಯ ಮೂಲಕ ಪ್ರವಾಹದ ನೀರು ಪ್ರವೇಶಿಸಿದೆ. ನೀರು ಸಚಿವಾಲಯದ ಆವರಣಕ್ಕೆ ಪ್ರವೇಶಿಸಬಹುದು ಎಂಬ ಆತಂಕ ವ್ಯಕ್ತವಾಗಿದೆ. bbox=[44, 508, 218, 676]
header-rule bbox=[42, 55, 1553, 57]
photo-dcc-bank-svg bbox=[979, 65, 1531, 460]
photo-banner-text: ಗ್ಯಾರಂಟಿ ಯೋಜನೆಗಳ ಅನುಷ್ಠಾನ ಸಮಿತಿ bbox=[695, 1694, 872, 1710]
paragraph: ಗೆಸ್ಟನಲ್ಲಿ ಕೆಲಸ ಮಾಡುತ್ತಿದ್ದ ಮಹಿಳೆಯೊಬ್ಬರ ಅವಿವಾಹಿತವಾಗಿ ಗರ್ಭವತಿಯಾಗಿದ್ದಾಳೆ. ಅವಳು ಮಗುವನ್ನು ಸಾಕಲು ಸಾಧ್ಯವಿಲ್ಲವೆಂದು ವಿಜಯಲಕ್ಷ್ಮಿ ದಂಪತಿಗೆ ತಿಳಿಸಿದ್ದರು. ಹೀಗೆ ಗರ್ಭದಲ್ಲಿರುವ ಈ ಮಗುವನ್ನು ಹೆರಿಗೆಯ ಬಳಿಕ ಈ ದಂಪತಿಗೆ ಮಾರಾಟ ಮಾಡಲು ವಿಜಯಲಕ್ಷ್ಮಿ ಹಾಗೂ ಡಾ. ಸೋಮೇಶ್ ಯೋಜನೆ ಹಾಕಿಕೊಂಡಿದ್ದರು. ಗರ್ಭಿಣಿ ಯುವತಿ ಸ್ಕ್ಯಾನಿಂಗ್ ಹೋಗುವಾಗೆಲ್ಲ ಇವರು ಆಕೆಯ ಆಧಾರ್ ಕಾರ್ಡ್ ಬದಲು ಶಿವಾನ ಪ್ರಭಾವತಿ ಅವರ ಆಧಾರ್ ಕಾರ್ಡ್ ನೀಡುತ್ತಿದ್ದರು ಎಂದು ಹುರಾಮ್ ಶಂಕರ್ ತಿಳಿಸಿದ್ದಾರೆ. bbox=[44, 150, 407, 318]
headline: ಉಕ್ರೇನ್ ಕದನ ವಿರಾಮ bbox=[206, 1263, 432, 1298]
article-food-security bbox=[607, 1084, 962, 1607]
paragraph: ಆಂಬುಲೆನ್ಸ್ ಗಳು, ಆಸ್ಪತ್ರೆಗಳು, ಎಮರ್ಜೆನ್ಸಿ ಕಾರ್ಯಾಚರಣೆಗಳು ಮತ್ತು ಇತರ ಅಗತ್ಯ ಸೌಲಭ್ಯಗಳನ್ನು ಹೊರತುಪಡಿಸಿ ಎಲ್ಲಾ ಸೇವೆಗಳ ಸುಗಮ ಕಾರ್ಯಚಟುವಟಿಕೆಗಳನ್ನು ಅಡ್ಡಿಪಡಿಸಲಾಗಿದೆ. bbox=[44, 1531, 594, 1560]
paragraph: ಆನೇಕಲ್ ತಾಲ್ಲೂಕು ಹಸಿರು ಪಟ್ಟಿ ಪ್ರದೇಶವಾಗಿದ್ದು, ಇಲ್ಲಿನ ಕೃಷಿ ಭೂಮಿಯನ್ನು ಉಳಿಸಬೇಕು. ರೈತರು ಒಗ್ಗಟ್ಟಾಗಿ ಹೋರಾಟ ನಡೆಸಬೇಕು. ಭೂಮಿಯೇ ರೈತರ ಜೀವಾಳ ಎಂದು ಅವರು ಹೇಳಿದರು. ಸಭೆಯಲ್ಲಿ ವಿವಿಧ ಸಂಘಟನೆಗಳ ಪದಾಧಿಕಾರಿಗಳು ಹಾಗೂ ರೈತ ಮುಖಂಡರು ಭಾಗವಹಿಸಿದ್ದರು. bbox=[791, 1255, 962, 1384]
paragraph: ಒಸಿ-ಸಿಸಿ ಇಲ್ಲದೆ ಲಕ್ಷಾಂತರ ಮಂದಿ ಸಮಸ್ಯೆಗೆ ಸಿಲುಕಿದ್ದು, 1,200 ಚದರಡಿಯ ಬದಲು 2 ಸಾವಿರ ಚದರಡಿವರೆಗಿನ ಕಟ್ಟಡಗಳಿಗೆ ವಿನಾಯಿತಿ ನೀಡಬೇಕು ಎಂಬ ಬೇಡಿಕೆ ಕೇಳಿ ಬಂದಿದೆ. ಈ ಕುರಿತು ಸಚಿವ ಸಂಪುಟ ಸಭೆಯಲ್ಲಿ ಕೂಲಂಕುಷವಾಗಿ ಚರ್ಚಿಸಿ ತೀರ್ಮಾನ ಕೈಗೊಳ್ಳಲಾಗುತ್ತದೆ. bbox=[607, 650, 962, 702]
article-body-dairy bbox=[979, 1362, 1531, 2330]
photo-dairy-opening bbox=[979, 1013, 1531, 1233]
